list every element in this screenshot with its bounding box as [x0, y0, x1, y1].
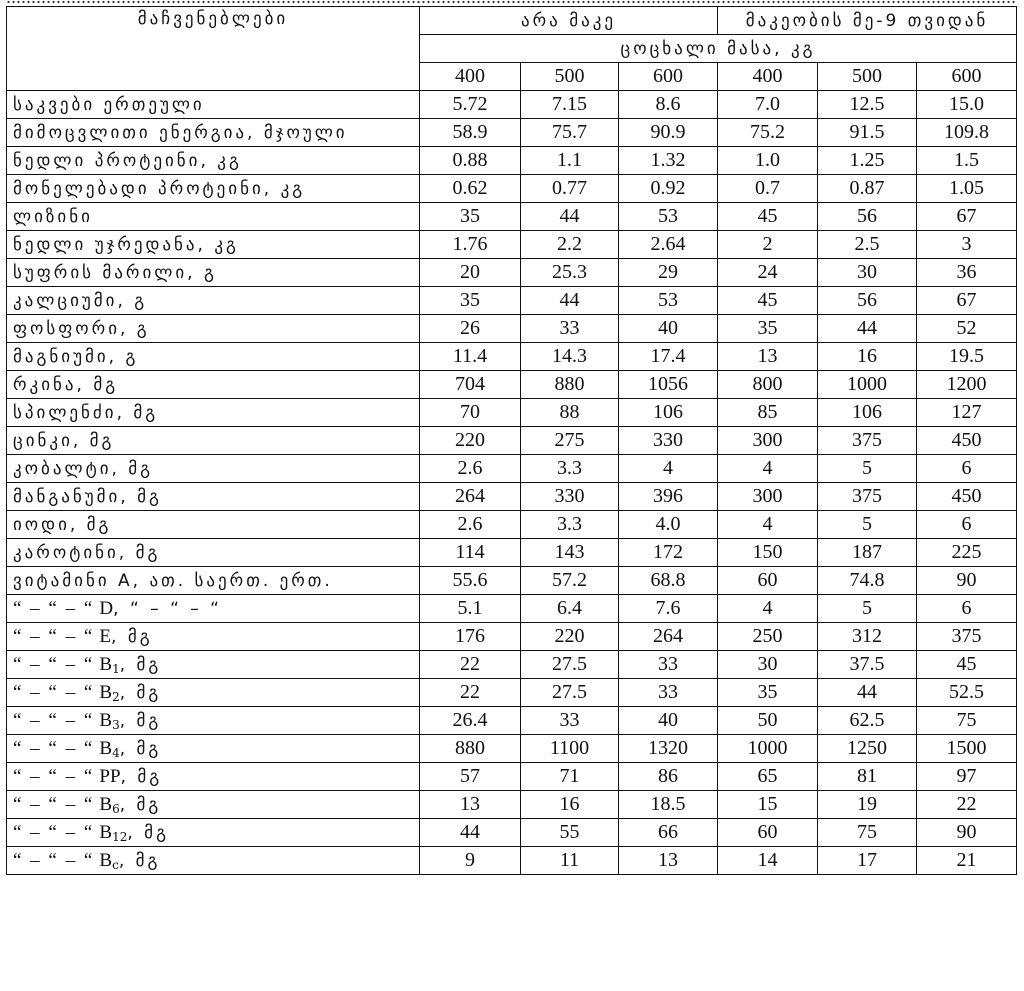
value-cell: 9: [420, 847, 521, 875]
value-cell: 13: [718, 343, 818, 371]
value-cell: 8.6: [619, 91, 718, 119]
value-cell: 7.15: [521, 91, 619, 119]
table-row: [7, 343, 1017, 371]
ditto-marks: “ – “ – “: [13, 821, 95, 843]
value-cell: 44: [818, 679, 917, 707]
value-cell: 74.8: [818, 567, 917, 595]
value-cell: 106: [818, 399, 917, 427]
value-cell: 57.2: [521, 567, 619, 595]
ditto-marks: “ – “ – “: [13, 653, 95, 675]
value-cell: 1.05: [917, 175, 1017, 203]
value-cell: 17: [818, 847, 917, 875]
weight-col-4: 400: [718, 63, 818, 91]
unit-label: , მგ: [111, 626, 153, 647]
unit-label: , მგ: [120, 766, 163, 787]
vitamin-name: E: [99, 625, 112, 647]
weight-col-2: 500: [521, 63, 619, 91]
value-cell: 0.7: [718, 175, 818, 203]
value-cell: 75: [917, 707, 1017, 735]
value-cell: 1500: [917, 735, 1017, 763]
ditto-marks: “ – “ – “: [13, 625, 95, 647]
value-cell: 264: [619, 623, 718, 651]
value-cell: 800: [718, 371, 818, 399]
value-cell: 40: [619, 315, 718, 343]
value-cell: 45: [718, 203, 818, 231]
value-cell: 50: [718, 707, 818, 735]
value-cell: 264: [420, 483, 521, 511]
table-row: [7, 735, 1017, 763]
row-label: საკვები ერთეული: [7, 91, 420, 119]
unit-label: , მგ: [119, 794, 162, 815]
row-label: კაროტინი, მგ: [7, 539, 420, 567]
table-row: [7, 707, 1017, 735]
row-label: სპილენძი, მგ: [7, 399, 420, 427]
table-row: [7, 511, 1017, 539]
value-cell: 62.5: [818, 707, 917, 735]
value-cell: 44: [818, 315, 917, 343]
value-cell: 1.5: [917, 147, 1017, 175]
table-row: [7, 371, 1017, 399]
ditto-marks: “ – “ – “: [13, 597, 95, 619]
value-cell: 56: [818, 287, 917, 315]
row-label: მაგნიუმი, გ: [7, 343, 420, 371]
weight-col-1: 400: [420, 63, 521, 91]
vitamin-name: PP: [99, 765, 121, 787]
vitamin-name: B: [99, 737, 113, 759]
vitamin-name: B: [99, 681, 113, 703]
value-cell: 3: [917, 231, 1017, 259]
value-cell: 1000: [718, 735, 818, 763]
value-cell: 21: [917, 847, 1017, 875]
value-cell: 86: [619, 763, 718, 791]
ditto-marks: “ – “ – “: [13, 681, 95, 703]
value-cell: 88: [521, 399, 619, 427]
value-cell: 36: [917, 259, 1017, 287]
vitamin-name: B: [99, 849, 113, 871]
row-label: [7, 595, 420, 623]
value-cell: 176: [420, 623, 521, 651]
value-cell: 14.3: [521, 343, 619, 371]
value-cell: 67: [917, 203, 1017, 231]
unit-label: , მგ: [119, 682, 162, 703]
table-row: [7, 763, 1017, 791]
group-pregnant-header: მაკეობის მე-9 თვიდან: [718, 7, 1017, 35]
value-cell: 13: [420, 791, 521, 819]
unit-label: , მგ: [119, 710, 162, 731]
unit-label: , მგ: [118, 850, 161, 871]
value-cell: 45: [917, 651, 1017, 679]
row-label: [7, 819, 420, 847]
value-cell: 33: [619, 651, 718, 679]
table-row: [7, 203, 1017, 231]
table-row: [7, 427, 1017, 455]
ditto-marks: “ – “ – “: [13, 849, 95, 871]
value-cell: 300: [718, 427, 818, 455]
value-cell: 187: [818, 539, 917, 567]
value-cell: 880: [420, 735, 521, 763]
value-cell: 127: [917, 399, 1017, 427]
value-cell: 65: [718, 763, 818, 791]
row-label: მონელებადი პროტეინი, კგ: [7, 175, 420, 203]
table-row: [7, 791, 1017, 819]
row-label: ნედლი უჯრედანა, კგ: [7, 231, 420, 259]
table-body: [7, 91, 1017, 875]
value-cell: 5.72: [420, 91, 521, 119]
table-row: [7, 651, 1017, 679]
unit-label: , “ – “ – “: [113, 598, 222, 619]
live-weight-header: ცოცხალი მასა, კგ: [420, 35, 1017, 63]
value-cell: 75: [818, 819, 917, 847]
row-label: [7, 763, 420, 791]
value-cell: 81: [818, 763, 917, 791]
value-cell: 37.5: [818, 651, 917, 679]
value-cell: 15: [718, 791, 818, 819]
vitamin-subscript: c: [112, 857, 119, 872]
table-row: [7, 287, 1017, 315]
value-cell: 1000: [818, 371, 917, 399]
value-cell: 91.5: [818, 119, 917, 147]
table-row: [7, 483, 1017, 511]
row-label: ნედლი პროტეინი, კგ: [7, 147, 420, 175]
value-cell: 44: [521, 287, 619, 315]
vitamin-name: B: [99, 793, 113, 815]
value-cell: 220: [521, 623, 619, 651]
value-cell: 55.6: [420, 567, 521, 595]
value-cell: 106: [619, 399, 718, 427]
value-cell: 6: [917, 455, 1017, 483]
row-label: იოდი, მგ: [7, 511, 420, 539]
value-cell: 4: [718, 511, 818, 539]
value-cell: 35: [718, 679, 818, 707]
value-cell: 19: [818, 791, 917, 819]
value-cell: 2.6: [420, 511, 521, 539]
value-cell: 0.88: [420, 147, 521, 175]
ditto-marks: “ – “ – “: [13, 765, 95, 787]
value-cell: 6: [917, 595, 1017, 623]
value-cell: 33: [521, 315, 619, 343]
value-cell: 30: [818, 259, 917, 287]
table-row: [7, 567, 1017, 595]
value-cell: 90: [917, 819, 1017, 847]
value-cell: 1.1: [521, 147, 619, 175]
value-cell: 44: [521, 203, 619, 231]
row-label: [7, 651, 420, 679]
row-label: [7, 735, 420, 763]
ditto-marks: “ – “ – “: [13, 737, 95, 759]
value-cell: 2.64: [619, 231, 718, 259]
value-cell: 19.5: [917, 343, 1017, 371]
value-cell: 45: [718, 287, 818, 315]
value-cell: 26.4: [420, 707, 521, 735]
table-row: [7, 539, 1017, 567]
value-cell: 1100: [521, 735, 619, 763]
value-cell: 114: [420, 539, 521, 567]
row-label: ვიტამინი A, ათ. საერთ. ერთ.: [7, 567, 420, 595]
value-cell: 0.92: [619, 175, 718, 203]
value-cell: 5: [818, 595, 917, 623]
value-cell: 109.8: [917, 119, 1017, 147]
value-cell: 250: [718, 623, 818, 651]
value-cell: 68.8: [619, 567, 718, 595]
table-row: [7, 847, 1017, 875]
vitamin-subscript: 4: [112, 745, 120, 760]
row-label: [7, 791, 420, 819]
ditto-marks: “ – “ – “: [13, 793, 95, 815]
table-row: [7, 455, 1017, 483]
value-cell: 58.9: [420, 119, 521, 147]
value-cell: 172: [619, 539, 718, 567]
value-cell: 150: [718, 539, 818, 567]
value-cell: 22: [917, 791, 1017, 819]
value-cell: 375: [818, 427, 917, 455]
value-cell: 14: [718, 847, 818, 875]
value-cell: 1056: [619, 371, 718, 399]
value-cell: 25.3: [521, 259, 619, 287]
value-cell: 1.32: [619, 147, 718, 175]
value-cell: 35: [718, 315, 818, 343]
ditto-marks: “ – “ – “: [13, 709, 95, 731]
row-label: [7, 679, 420, 707]
value-cell: 29: [619, 259, 718, 287]
value-cell: 57: [420, 763, 521, 791]
value-cell: 11.4: [420, 343, 521, 371]
value-cell: 27.5: [521, 679, 619, 707]
row-label: ლიზინი: [7, 203, 420, 231]
indicators-header: მაჩვენებლები: [7, 7, 420, 91]
value-cell: 396: [619, 483, 718, 511]
value-cell: 35: [420, 287, 521, 315]
weight-col-5: 500: [818, 63, 917, 91]
row-label: სუფრის მარილი, გ: [7, 259, 420, 287]
value-cell: 3.3: [521, 511, 619, 539]
weight-col-6: 600: [917, 63, 1017, 91]
value-cell: 375: [818, 483, 917, 511]
vitamin-name: B: [99, 709, 113, 731]
value-cell: 35: [420, 203, 521, 231]
value-cell: 16: [818, 343, 917, 371]
value-cell: 12.5: [818, 91, 917, 119]
row-label: მანგანუმი, მგ: [7, 483, 420, 511]
table-row: [7, 119, 1017, 147]
value-cell: 312: [818, 623, 917, 651]
value-cell: 1.0: [718, 147, 818, 175]
row-label: რკინა, მგ: [7, 371, 420, 399]
value-cell: 4: [619, 455, 718, 483]
value-cell: 450: [917, 483, 1017, 511]
value-cell: 97: [917, 763, 1017, 791]
value-cell: 225: [917, 539, 1017, 567]
nutrient-norms-table: [6, 6, 1017, 875]
vitamin-subscript: 6: [112, 801, 120, 816]
unit-label: , მგ: [119, 654, 162, 675]
value-cell: 90: [917, 567, 1017, 595]
value-cell: 15.0: [917, 91, 1017, 119]
value-cell: 2.5: [818, 231, 917, 259]
value-cell: 300: [718, 483, 818, 511]
row-label: კობალტი, მგ: [7, 455, 420, 483]
value-cell: 70: [420, 399, 521, 427]
value-cell: 24: [718, 259, 818, 287]
value-cell: 880: [521, 371, 619, 399]
value-cell: 18.5: [619, 791, 718, 819]
value-cell: 5.1: [420, 595, 521, 623]
table-row: [7, 819, 1017, 847]
vitamin-name: D: [99, 597, 114, 619]
table-row: [7, 259, 1017, 287]
value-cell: 13: [619, 847, 718, 875]
value-cell: 143: [521, 539, 619, 567]
value-cell: 704: [420, 371, 521, 399]
table-row: [7, 231, 1017, 259]
value-cell: 66: [619, 819, 718, 847]
value-cell: 17.4: [619, 343, 718, 371]
value-cell: 55: [521, 819, 619, 847]
table-row: [7, 623, 1017, 651]
value-cell: 275: [521, 427, 619, 455]
value-cell: 20: [420, 259, 521, 287]
value-cell: 4: [718, 455, 818, 483]
value-cell: 4: [718, 595, 818, 623]
value-cell: 75.7: [521, 119, 619, 147]
value-cell: 16: [521, 791, 619, 819]
value-cell: 60: [718, 567, 818, 595]
vitamin-subscript: 3: [112, 717, 120, 732]
value-cell: 71: [521, 763, 619, 791]
value-cell: 67: [917, 287, 1017, 315]
value-cell: 5: [818, 511, 917, 539]
table-row: [7, 595, 1017, 623]
value-cell: 22: [420, 679, 521, 707]
value-cell: 33: [619, 679, 718, 707]
value-cell: 450: [917, 427, 1017, 455]
value-cell: 6.4: [521, 595, 619, 623]
row-label: [7, 623, 420, 651]
value-cell: 3.3: [521, 455, 619, 483]
vitamin-subscript: 12: [112, 829, 128, 844]
value-cell: 26: [420, 315, 521, 343]
table-row: [7, 315, 1017, 343]
table-row: [7, 679, 1017, 707]
table-row: [7, 91, 1017, 119]
value-cell: 40: [619, 707, 718, 735]
value-cell: 220: [420, 427, 521, 455]
row-label: ფოსფორი, გ: [7, 315, 420, 343]
value-cell: 1.25: [818, 147, 917, 175]
value-cell: 2.2: [521, 231, 619, 259]
unit-label: , მგ: [127, 822, 169, 843]
value-cell: 0.87: [818, 175, 917, 203]
row-label: ცინკი, მგ: [7, 427, 420, 455]
value-cell: 375: [917, 623, 1017, 651]
value-cell: 11: [521, 847, 619, 875]
row-label: კალციუმი, გ: [7, 287, 420, 315]
value-cell: 53: [619, 203, 718, 231]
value-cell: 6: [917, 511, 1017, 539]
vitamin-name: B: [99, 653, 113, 675]
vitamin-subscript: 1: [112, 661, 120, 676]
value-cell: 90.9: [619, 119, 718, 147]
value-cell: 56: [818, 203, 917, 231]
row-label: [7, 847, 420, 875]
table-row: [7, 399, 1017, 427]
group-non-pregnant-header: არა მაკე: [420, 7, 718, 35]
value-cell: 7.0: [718, 91, 818, 119]
value-cell: 330: [619, 427, 718, 455]
row-label: [7, 707, 420, 735]
top-dotted-rule: [6, 0, 1016, 4]
value-cell: 33: [521, 707, 619, 735]
value-cell: 2.6: [420, 455, 521, 483]
value-cell: 22: [420, 651, 521, 679]
weight-col-3: 600: [619, 63, 718, 91]
vitamin-name: B: [99, 821, 113, 843]
value-cell: 52: [917, 315, 1017, 343]
table-row: [7, 147, 1017, 175]
value-cell: 44: [420, 819, 521, 847]
value-cell: 27.5: [521, 651, 619, 679]
value-cell: 330: [521, 483, 619, 511]
table-header: [7, 7, 1017, 91]
value-cell: 0.77: [521, 175, 619, 203]
value-cell: 30: [718, 651, 818, 679]
value-cell: 53: [619, 287, 718, 315]
value-cell: 7.6: [619, 595, 718, 623]
unit-label: , მგ: [119, 738, 162, 759]
value-cell: 60: [718, 819, 818, 847]
value-cell: 0.62: [420, 175, 521, 203]
value-cell: 5: [818, 455, 917, 483]
value-cell: 4.0: [619, 511, 718, 539]
value-cell: 1250: [818, 735, 917, 763]
row-label: მიმოცვლითი ენერგია, მჯოული: [7, 119, 420, 147]
value-cell: 1200: [917, 371, 1017, 399]
vitamin-subscript: 2: [112, 689, 120, 704]
value-cell: 85: [718, 399, 818, 427]
value-cell: 1.76: [420, 231, 521, 259]
value-cell: 52.5: [917, 679, 1017, 707]
table-row: [7, 175, 1017, 203]
value-cell: 1320: [619, 735, 718, 763]
value-cell: 75.2: [718, 119, 818, 147]
value-cell: 2: [718, 231, 818, 259]
